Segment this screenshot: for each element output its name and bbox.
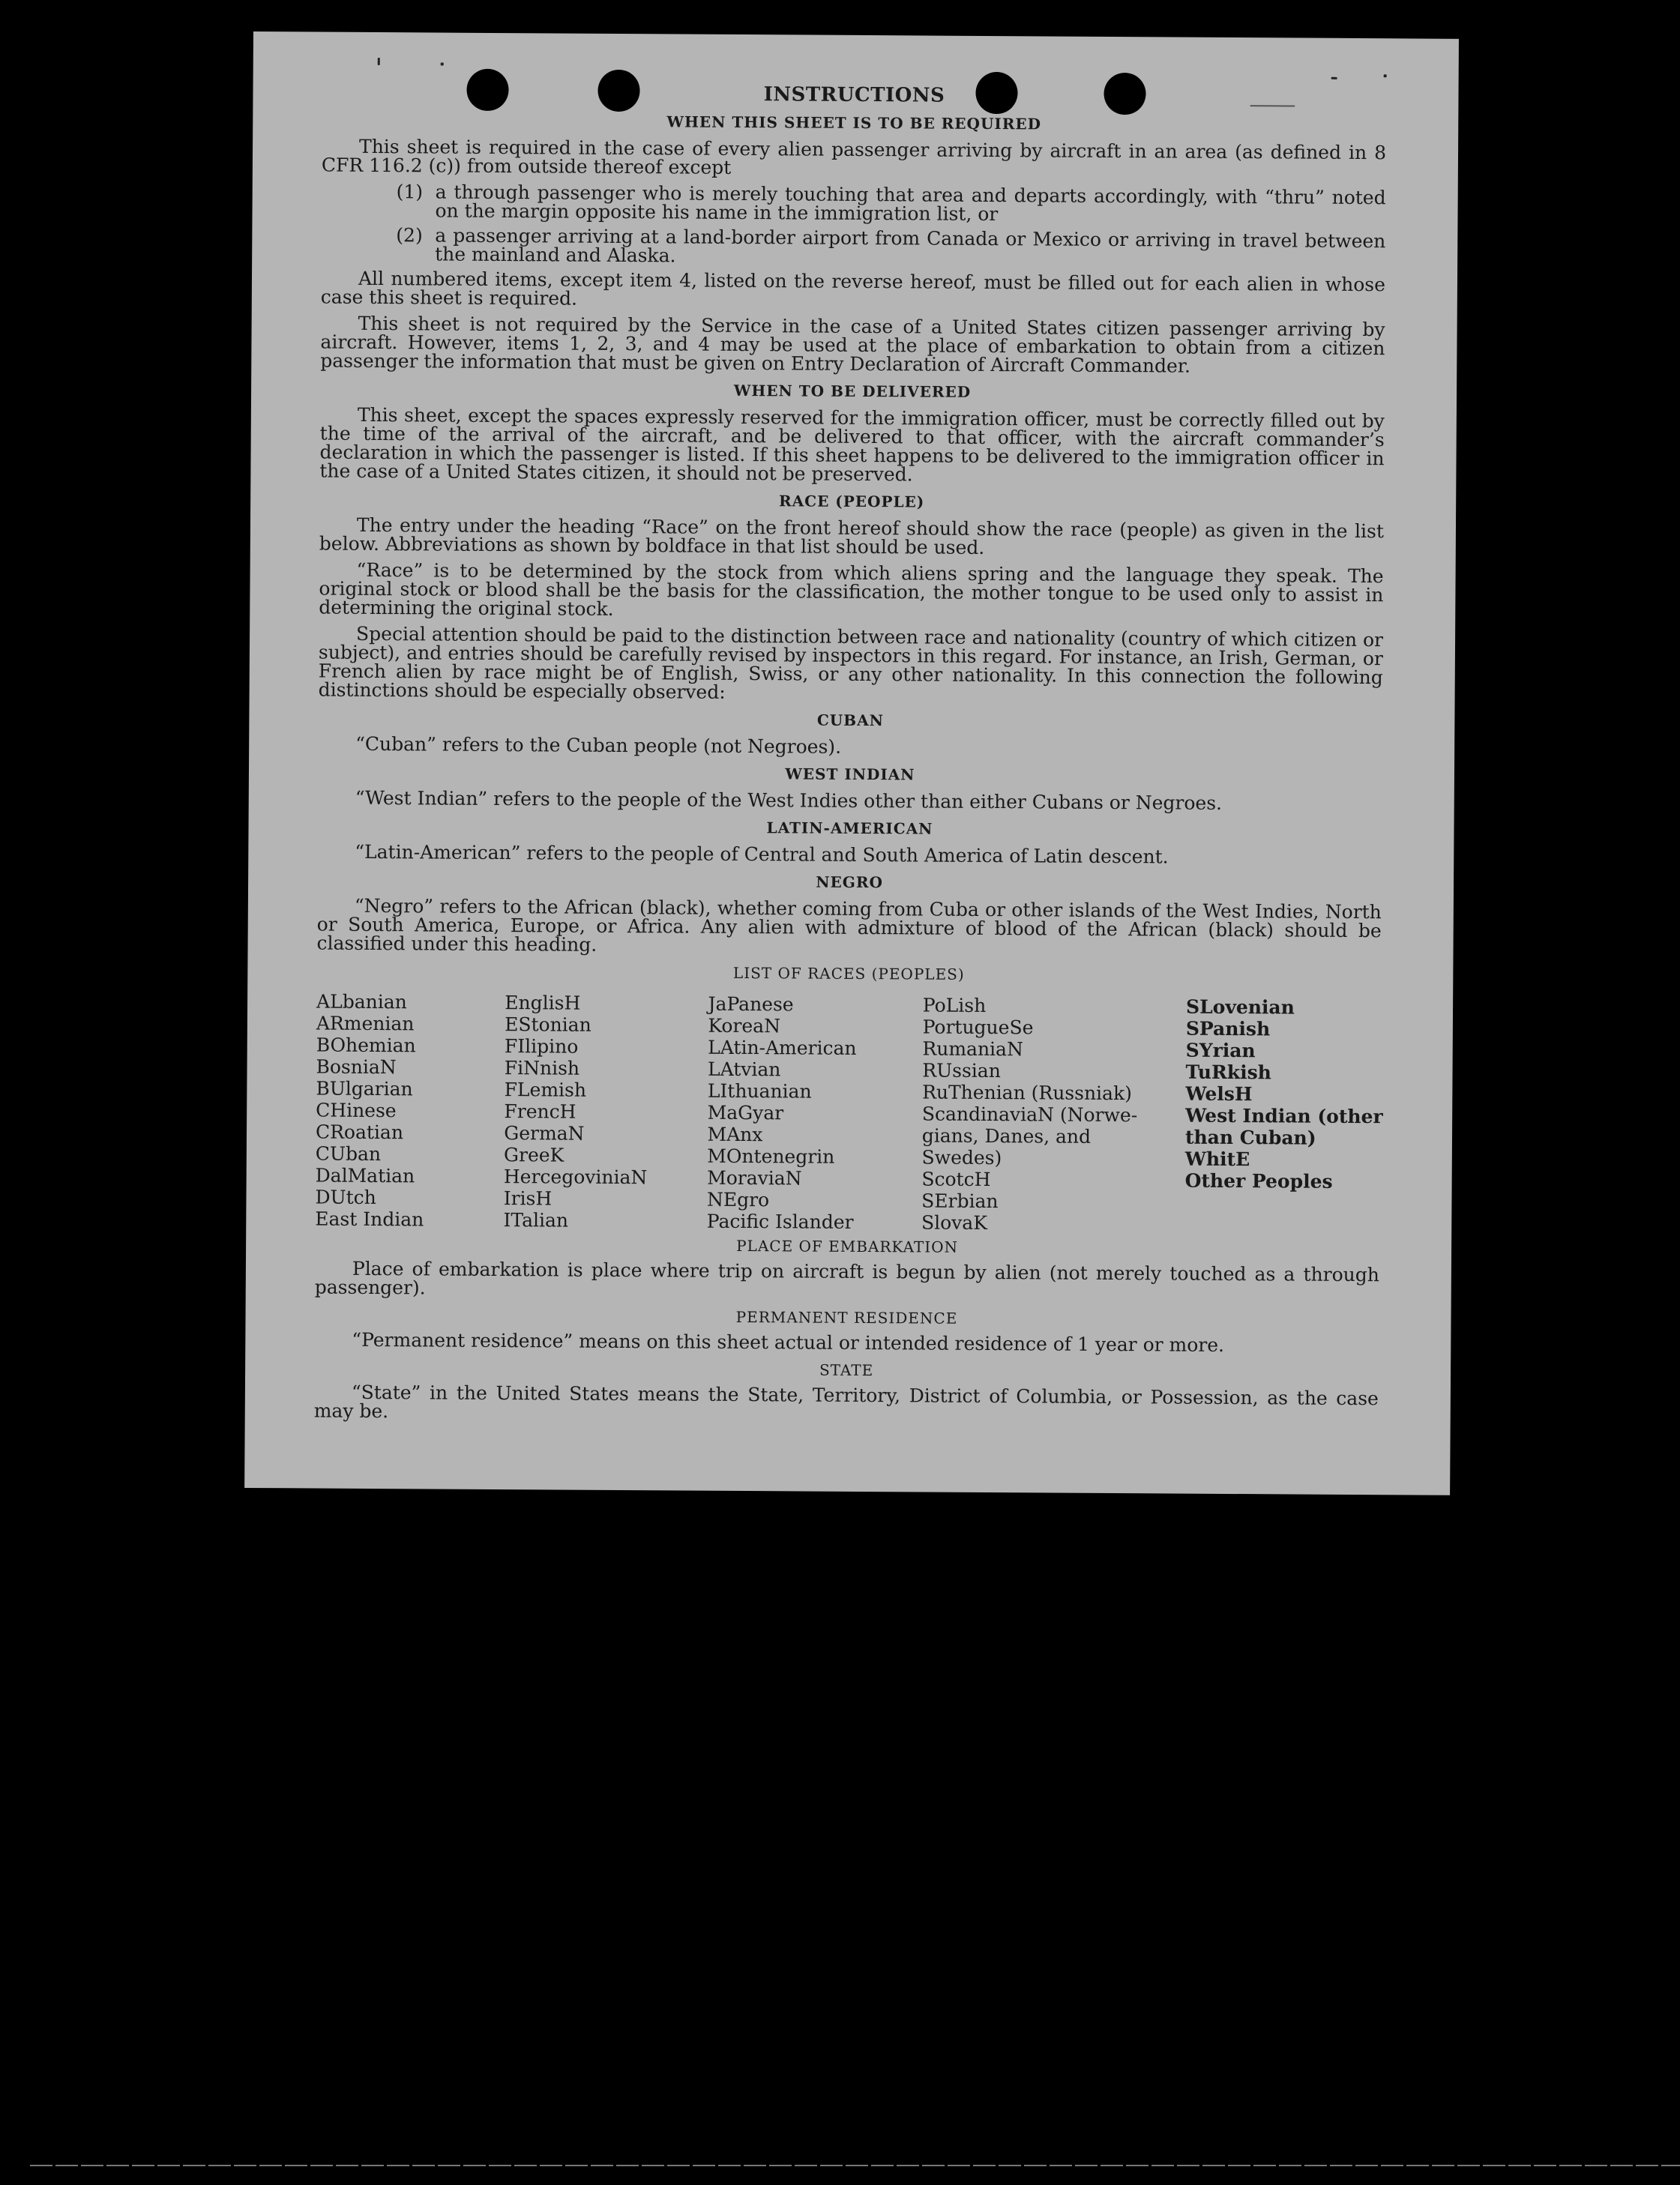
race-entry: LAtin-American — [708, 1036, 857, 1059]
race-entry: LAtvian — [707, 1058, 781, 1081]
race-entry: KoreaN — [708, 1014, 781, 1037]
speck — [441, 63, 444, 66]
race-entry: BUlgarian — [316, 1077, 413, 1100]
paragraph: All numbered items, except item 4, listed on the reverse hereof, must be filled out for each alien in whose case this sheet is required. — [320, 267, 1386, 310]
page-title: INSTRUCTIONS — [763, 83, 945, 107]
section-heading: LATIN-AMERICAN — [766, 819, 933, 838]
race-entry: GermaN — [504, 1122, 585, 1145]
race-entry: ARmenian — [316, 1012, 415, 1035]
paragraph: “Negro” refers to the African (black), whether coming from Cuba or other islands of the West Indies, North or South America, Europe, or Africa. Any alien with admixture of blood of the African (black) should be classified under this heading. — [316, 894, 1382, 956]
paragraph: Special attention should be paid to the distinction between race and nationality (country of which citizen or subject), and entries should be carefully revised by inspectors in this regard. For instance, an Irish, German, or French alien by race might be of English, Swiss, or any other nationality. In this connection the following distinctions should be especially observed: — [318, 622, 1384, 703]
race-entry: gians, Danes, and — [921, 1124, 1092, 1148]
race-entry: CHinese — [316, 1099, 397, 1122]
race-entry: Other Peoples — [1184, 1169, 1333, 1193]
race-entry: ScotcH — [921, 1168, 991, 1191]
document-page — [244, 31, 1459, 1495]
race-entry: EnglisH — [505, 992, 581, 1014]
paragraph: The entry under the heading “Race” on the front hereof should show the race (people) as given in the list below. Abbreviations as shown by boldface in that list should be used. — [319, 513, 1385, 558]
race-entry: TuRkish — [1185, 1061, 1271, 1084]
race-entry: MoraviaN — [707, 1166, 802, 1190]
race-entry: FLemish — [504, 1079, 587, 1101]
races-column — [1184, 996, 1381, 1237]
race-entry: EStonian — [505, 1013, 591, 1036]
race-entry: GreeK — [504, 1144, 564, 1166]
race-entry: BosniaN — [316, 1055, 397, 1079]
paragraph: “Permanent residence” means on this sheet actual or intended residence of 1 year or more. — [352, 1328, 1225, 1356]
race-entry: HercegoviniaN — [503, 1166, 648, 1189]
race-entry: FiNnish — [504, 1057, 580, 1079]
races-column — [503, 992, 707, 1232]
paragraph: “Latin-American” refers to the people of Central and South America of Latin descent. — [355, 840, 1169, 868]
race-entry: RUssian — [922, 1059, 1001, 1082]
section-heading: LIST OF RACES (PEOPLES) — [732, 963, 965, 983]
item-text: a passenger arriving at a land-border airport from Canada or Mexico or arriving in travel between the mainland and Alaska. — [435, 224, 1386, 267]
race-entry: DalMatian — [315, 1164, 415, 1187]
speck — [1384, 74, 1387, 77]
section-heading: WHEN TO BE DELIVERED — [733, 381, 972, 401]
race-entry: WelsH — [1185, 1082, 1253, 1106]
paragraph: “Race” is to be determined by the stock from which aliens spring and the language they speak. The original stock or blood shall be the basis for the classification, the mother tongue to be used only to assist in determining the original stock. — [319, 558, 1384, 620]
race-entry: FIlipino — [504, 1035, 579, 1058]
speck — [378, 58, 380, 65]
races-column — [315, 991, 504, 1232]
race-entry: ITalian — [503, 1209, 569, 1232]
paragraph: Place of embarkation is place where trip on aircraft is begun by alien (not merely touched as a through passenger). — [314, 1257, 1379, 1299]
race-entry: SlovaK — [921, 1211, 988, 1235]
section-heading: PERMANENT RESIDENCE — [735, 1307, 958, 1327]
races-column — [921, 994, 1185, 1235]
race-entry: WhitE — [1184, 1148, 1250, 1171]
race-entry: East Indian — [315, 1208, 424, 1231]
section-heading: RACE (PEOPLE) — [778, 492, 925, 511]
race-entry: Pacific Islander — [706, 1210, 854, 1233]
item-number: (2) — [396, 224, 423, 247]
list-item — [321, 226, 1385, 270]
paragraph: This sheet is not required by the Service in the case of a United States citizen passenger arriving by aircraft. However, items 1, 2, 3, and 4 may be used at the place of embarkation to obtain from a citizen passenger the information that must be given on Entry Declaration of Aircraft Commander. — [320, 312, 1385, 377]
race-entry: ALbanian — [316, 990, 407, 1013]
race-entry: PoLish — [922, 994, 987, 1016]
race-entry: DUtch — [315, 1186, 376, 1209]
section-heading: STATE — [819, 1360, 874, 1380]
race-entry: IrisH — [503, 1187, 553, 1210]
paragraph: “West Indian” refers to the people of the West Indies other than either Cubans or Negroes. — [355, 786, 1223, 814]
race-entry: SPanish — [1185, 1017, 1271, 1040]
section-heading: NEGRO — [816, 873, 883, 892]
race-entry: Swedes) — [921, 1146, 1002, 1169]
race-entry: MOntenegrin — [707, 1145, 835, 1168]
race-entry: FrencH — [504, 1100, 576, 1123]
race-entry: RuThenian (Russniak) — [922, 1081, 1133, 1105]
race-entry: CUban — [315, 1142, 382, 1166]
race-entry: BOhemian — [316, 1034, 416, 1057]
race-entry: LIthuanian — [707, 1079, 812, 1103]
paragraph: This sheet is required in the case of every alien passenger arriving by aircraft in an area (as defined in 8 CFR 116.2 (c)) from outside thereof except — [321, 135, 1387, 178]
paragraph: This sheet, except the spaces expressly reserved for the immigration officer, must be correctly filled out by the time of the arrival of the aircraft, and be delivered to that officer, with the aircraft commander’s declaration in which the passenger is listed. If this sheet happens to be delivered to the immigration officer in the case of a United States citizen, it should not be preserved. — [319, 403, 1385, 486]
race-entry: CRoatian — [315, 1121, 404, 1144]
item-text: a through passenger who is merely touching that area and departs accordingly, with “thru” noted on the margin opposite his name in the immigration list, or — [435, 181, 1386, 226]
race-entry: ScandinaviaN (Norwe- — [921, 1103, 1138, 1127]
list-item — [321, 182, 1385, 226]
section-heading: CUBAN — [816, 711, 885, 730]
races-column — [707, 993, 922, 1234]
race-entry: MAnx — [707, 1123, 763, 1146]
races-list — [315, 991, 1381, 1237]
instructions-content — [314, 83, 1387, 1435]
paragraph: “Cuban” refers to the Cuban people (not Negroes). — [355, 732, 842, 758]
section-heading: WHEN THIS SHEET IS TO BE REQUIRED — [666, 112, 1042, 133]
item-number: (1) — [396, 181, 424, 203]
scan-edge-line — [30, 2165, 1680, 2166]
race-entry: SLovenian — [1185, 995, 1295, 1019]
race-entry: SErbian — [921, 1190, 999, 1213]
race-entry: RumaniaN — [922, 1037, 1023, 1061]
race-entry: NEgro — [706, 1188, 770, 1211]
paragraph: “State” in the United States means the State, Territory, District of Columbia, or Possession, as the case may be. — [313, 1381, 1379, 1423]
race-entry: MaGyar — [707, 1101, 784, 1124]
race-entry: SYrian — [1185, 1039, 1256, 1062]
race-entry: than Cuban) — [1184, 1126, 1316, 1149]
speck — [1331, 77, 1337, 79]
section-heading: PLACE OF EMBARKATION — [736, 1236, 959, 1256]
race-entry: JaPanese — [708, 992, 794, 1016]
race-entry: West Indian (other — [1185, 1104, 1383, 1128]
race-entry: PortugueSe — [922, 1016, 1034, 1039]
section-heading: WEST INDIAN — [785, 765, 915, 784]
